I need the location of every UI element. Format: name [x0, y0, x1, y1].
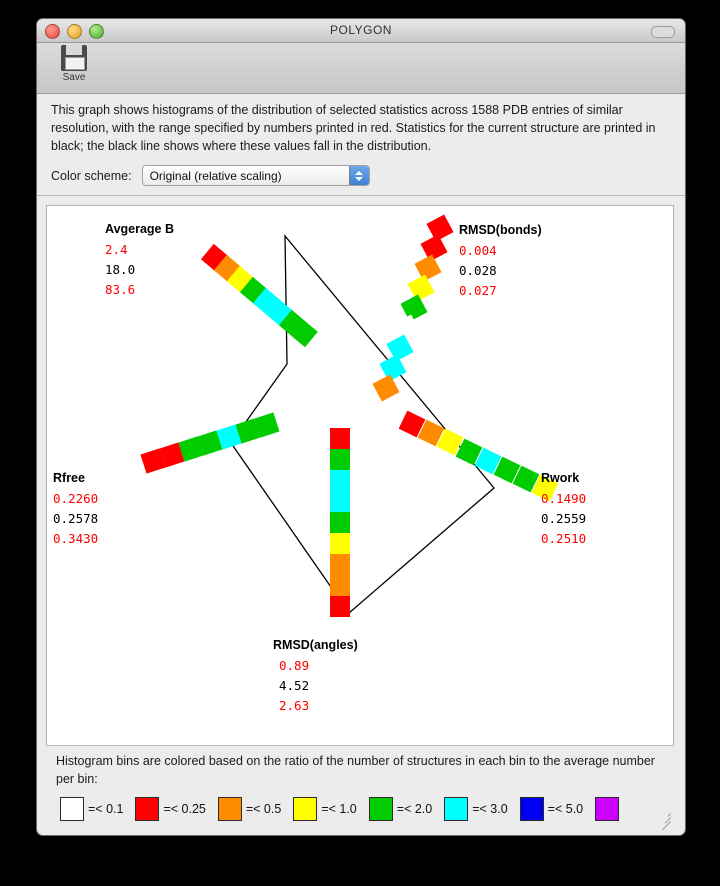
window-toolbar: [37, 43, 685, 94]
legend-description: Histogram bins are colored based on the ratio of the number of structures in each bin to the average number per bin:: [56, 754, 655, 786]
color-scheme-label: Color scheme:: [51, 168, 132, 183]
color-scheme-select[interactable]: [142, 165, 370, 186]
legend-swatch-label: =< 0.5: [245, 802, 282, 816]
legend-swatch: [293, 797, 317, 821]
axis-min-rwork: 0.1490: [541, 491, 587, 507]
chevron-updown-icon[interactable]: [349, 166, 369, 185]
save-button[interactable]: [47, 45, 101, 83]
legend-swatch-label: =< 2.0: [396, 802, 433, 816]
axis-bar-rwork: [380, 402, 559, 502]
axis-bar-avgerage-b: [201, 244, 333, 360]
legend-swatch-label: =< 5.0: [547, 802, 584, 816]
axis-max-rmsd-angles: 2.63: [279, 698, 310, 714]
save-button-label: Save: [62, 72, 86, 83]
axis-label-rfree: Rfree: [53, 471, 85, 486]
axis-label-rwork: Rwork: [541, 471, 580, 486]
legend-swatch-label: =< 0.1: [88, 802, 124, 816]
toolbar-toggle-button[interactable]: [651, 26, 675, 38]
description-text: This graph shows histograms of the distribution of selected statistics across 1588 PDB entries of similar resolution, with the range specified by numbers printed in red. Statistics for the current structure are printed in black; the black line shows where these values fall in the distribution.: [37, 94, 685, 161]
polygon-plot: [46, 205, 674, 761]
color-scheme-row: [37, 161, 685, 196]
resize-grip[interactable]: [657, 810, 671, 824]
axis-max-rfree: 0.3430: [53, 531, 99, 547]
axis-current-avgerage-b: 18.0: [105, 262, 136, 278]
legend-swatch: [218, 797, 242, 821]
axis-max-rwork: 0.2510: [541, 531, 587, 547]
axis-current-rmsd-bonds: 0.028: [459, 263, 497, 279]
axis-label-rmsd-angles: RMSD(angles): [273, 638, 358, 653]
window-title: POLYGON: [330, 23, 392, 37]
axis-min-avgerage-b: 2.4: [105, 242, 128, 258]
legend-swatch-label: =< 1.0: [321, 802, 357, 816]
color-scheme-value: Original (relative scaling): [149, 169, 282, 184]
axis-bar-rfree: [121, 407, 298, 480]
legend-swatch: [60, 797, 84, 821]
axis-label-avgerage-b: Avgerage B: [105, 222, 175, 237]
axis-label-rmsd-bonds: RMSD(bonds): [459, 223, 542, 238]
legend-swatch: [595, 797, 619, 821]
legend-swatch: [520, 797, 544, 821]
axis-current-rfree: 0.2578: [53, 511, 99, 527]
legend-swatch: [135, 797, 159, 821]
axis-current-rwork: 0.2559: [541, 511, 587, 527]
axis-bar-rmsd-angles: [330, 428, 350, 617]
axis-max-rmsd-bonds: 0.027: [459, 283, 497, 299]
legend-swatch-label: =< 0.25: [163, 802, 206, 816]
minimize-button[interactable]: [67, 24, 82, 39]
axis-min-rmsd-angles: 0.89: [279, 658, 310, 674]
maximize-button[interactable]: [89, 24, 104, 39]
legend-swatch: [369, 797, 393, 821]
axis-bar-rmsd-bonds: [372, 215, 453, 402]
axis-min-rfree: 0.2260: [53, 491, 99, 507]
axis-min-rmsd-bonds: 0.004: [459, 243, 497, 259]
legend-swatch-label: =< 3.0: [472, 802, 508, 816]
axis-max-avgerage-b: 83.6: [105, 282, 136, 298]
legend-panel: [46, 745, 674, 827]
polygon-window: [36, 18, 686, 836]
legend-swatch: [444, 797, 468, 821]
window-titlebar: [37, 19, 685, 43]
floppy-disk-icon: [61, 45, 87, 71]
legend-swatches: [56, 797, 664, 821]
close-button[interactable]: [45, 24, 60, 39]
axis-current-rmsd-angles: 4.52: [279, 678, 310, 694]
window-controls: [45, 24, 104, 39]
